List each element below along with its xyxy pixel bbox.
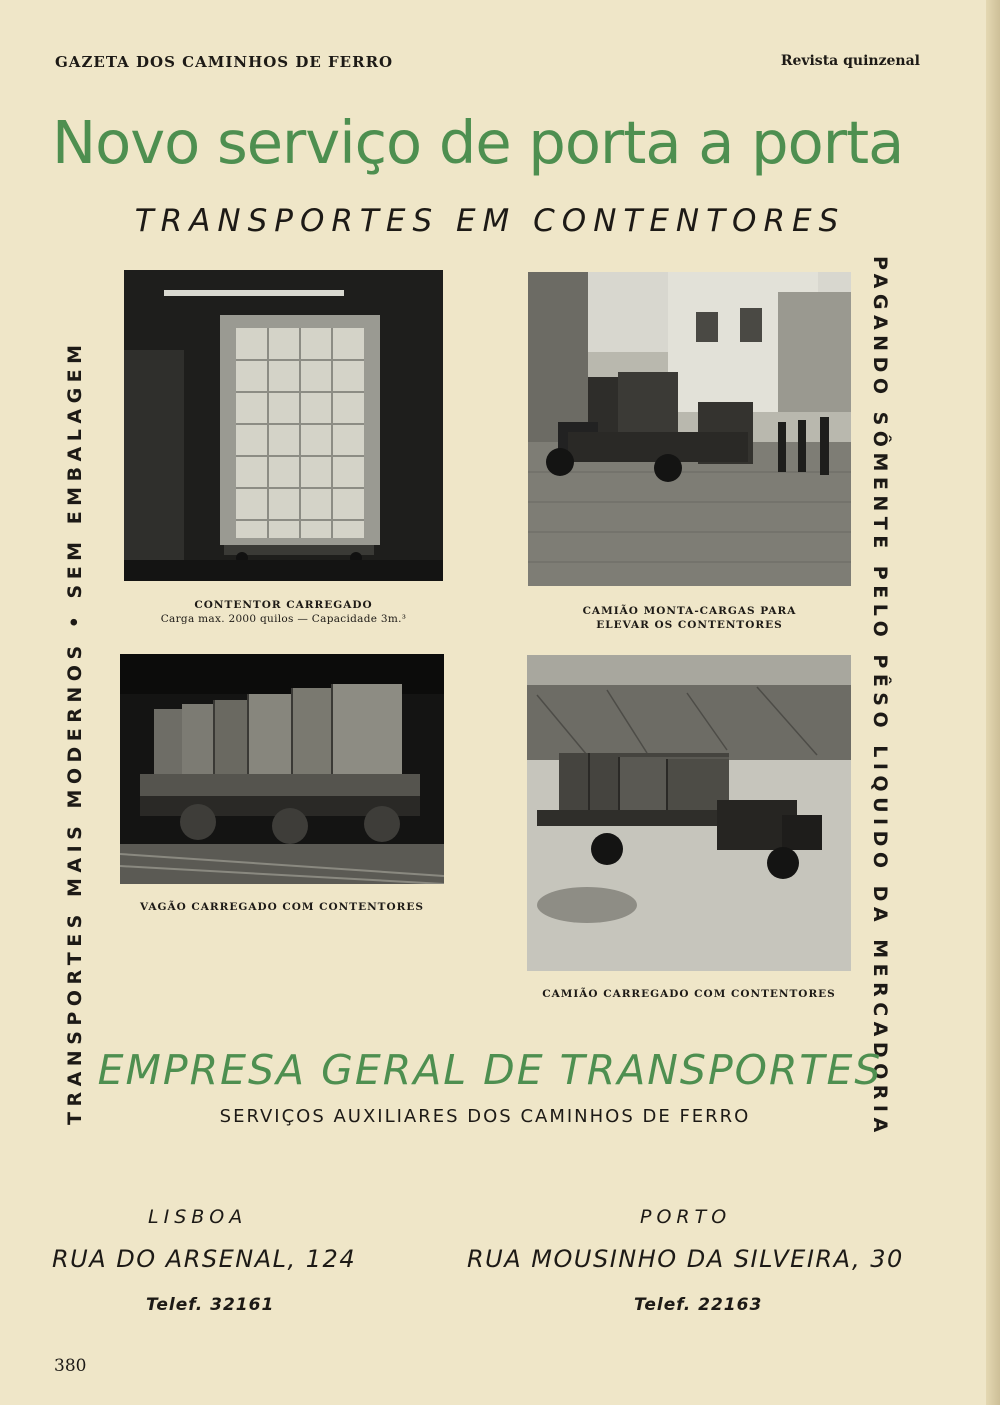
photo-wagon-loaded xyxy=(120,654,444,884)
company-tagline: SERVIÇOS AUXILIARES DOS CAMINHOS DE FERRO xyxy=(219,1106,751,1127)
caption-lorry-loaded-title: CAMIÃO CARREGADO COM CONTENTORES xyxy=(542,988,836,1000)
caption-lorry-loaded xyxy=(527,987,851,1001)
caption-crane-lorry-line1: CAMIÃO MONTA-CARGAS PARA xyxy=(582,605,797,617)
photo-crane-lorry xyxy=(528,272,851,586)
office-city-porto: PORTO xyxy=(640,1206,732,1228)
page-edge xyxy=(986,0,1000,1405)
office-street-porto: RUA MOUSINHO DA SILVEIRA, 30 xyxy=(467,1245,904,1273)
journal-title: GAZETA DOS CAMINHOS DE FERRO xyxy=(55,53,394,71)
office-phone-lisboa: Telef. 32161 xyxy=(146,1295,275,1315)
caption-container-loaded xyxy=(124,598,443,626)
caption-container-loaded-title: CONTENTOR CARREGADO xyxy=(194,599,373,611)
ad-headline: Novo serviço de porta a porta xyxy=(52,108,904,177)
photo-lorry-loaded xyxy=(527,655,851,971)
office-city-lisboa: LISBOA xyxy=(148,1206,248,1228)
photo-container-loaded xyxy=(124,270,443,581)
caption-crane-lorry-line2: ELEVAR OS CONTENTORES xyxy=(596,619,783,631)
caption-container-loaded-specs: Carga max. 2000 quilos — Capacidade 3m.³ xyxy=(160,613,407,625)
office-street-lisboa: RUA DO ARSENAL, 124 xyxy=(52,1245,357,1273)
ad-subheadline: TRANSPORTES EM CONTENTORES xyxy=(134,203,846,239)
journal-frequency: Revista quinzenal xyxy=(780,53,920,69)
company-name: EMPRESA GERAL DE TRANSPORTES xyxy=(97,1046,883,1094)
caption-crane-lorry xyxy=(528,604,851,632)
side-slogan-left: TRANSPORTES MAIS MODERNOS • SEM EMBALAGEM xyxy=(64,339,86,1125)
caption-wagon-loaded xyxy=(120,900,444,914)
office-phone-porto: Telef. 22163 xyxy=(634,1295,763,1315)
caption-wagon-loaded-title: VAGÃO CARREGADO COM CONTENTORES xyxy=(140,901,424,913)
side-slogan-right: PAGANDO SÔMENTE PELO PÊSO LIQUIDO DA MERCADORIA xyxy=(869,256,891,1138)
page-number: 380 xyxy=(54,1356,87,1376)
